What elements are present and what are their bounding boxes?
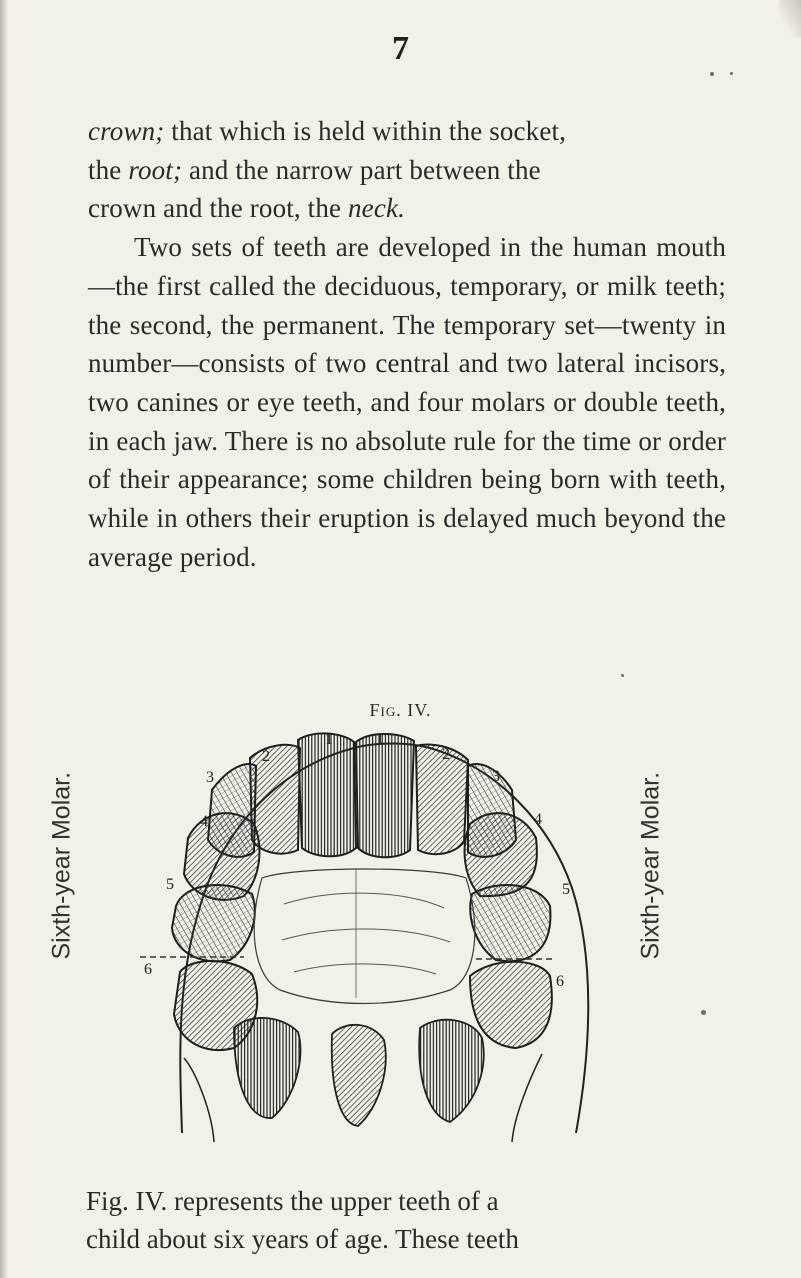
- label-central-left: 1: [325, 731, 333, 748]
- paragraph-2: Two sets of teeth are developed in the human mouth—the first called the deciduous, temporary, or milk teeth; the second, the permanent. The temporary set—twenty in number—consists of two central and two lateral incisors, two canines or eye teeth, and four molars or double teeth, in each jaw. There is no absolute rule for the time or order of their appearance; some children being born with teeth, while in others their eruption is delayed much beyond the average period.: [88, 232, 726, 572]
- right-first-molar: [465, 813, 537, 896]
- page-gutter-shadow: [0, 0, 8, 1278]
- caption-line-2: child about six years of age. These teeth: [86, 1224, 519, 1254]
- label-sixth-right: 6: [556, 973, 564, 990]
- figure-title: Fig. IV.: [369, 700, 432, 720]
- paper-speck-top-right-2: [730, 72, 733, 75]
- paragraph-1-text-c: and the narrow part between the: [182, 154, 541, 185]
- caption-line-1: Fig. IV. represents the upper teeth of a: [86, 1186, 499, 1216]
- term-crown: crown;: [88, 116, 165, 146]
- paper-speck-top-right: [710, 72, 714, 76]
- right-sixth-year-molar-label: Sixth-year Molar.: [636, 771, 665, 960]
- teeth-illustration: [84, 728, 644, 1148]
- label-molar1-left: 4: [200, 813, 208, 830]
- paper-speck-figure-right: [701, 1010, 706, 1015]
- paragraph-1-text-b: the: [88, 154, 129, 185]
- caption-text: [86, 1182, 726, 1258]
- label-lateral-left: 2: [262, 748, 270, 765]
- label-sixth-left: 6: [144, 961, 152, 978]
- page-number: 7: [392, 30, 409, 67]
- left-central-incisor: [298, 733, 356, 856]
- left-second-molar: [172, 885, 255, 961]
- paper-speck-near-title: [621, 674, 624, 677]
- label-canine-right: 3: [492, 768, 500, 785]
- term-root: root;: [128, 154, 183, 185]
- paragraph-1-text-a: that which is held within the socket,: [164, 116, 567, 146]
- label-central-right: 1: [376, 731, 384, 748]
- right-second-molar: [470, 885, 550, 961]
- upper-teeth-engraving: [84, 728, 644, 1148]
- label-molar2-right: 5: [562, 881, 570, 898]
- label-lateral-right: 2: [442, 746, 450, 763]
- right-central-incisor: [356, 734, 414, 857]
- label-molar2-left: 5: [166, 876, 174, 893]
- paragraph-1: [88, 112, 726, 228]
- developing-teeth-below: [234, 1018, 484, 1126]
- term-neck: neck.: [348, 193, 405, 224]
- label-molar1-right: 4: [534, 811, 542, 828]
- label-canine-left: 3: [206, 769, 214, 786]
- left-sixth-year-molar-label: Sixth-year Molar.: [47, 771, 76, 960]
- palate-shading: [254, 868, 475, 1004]
- paragraph-1-text-d: crown and the root, the: [88, 193, 349, 224]
- body-text: [88, 112, 726, 576]
